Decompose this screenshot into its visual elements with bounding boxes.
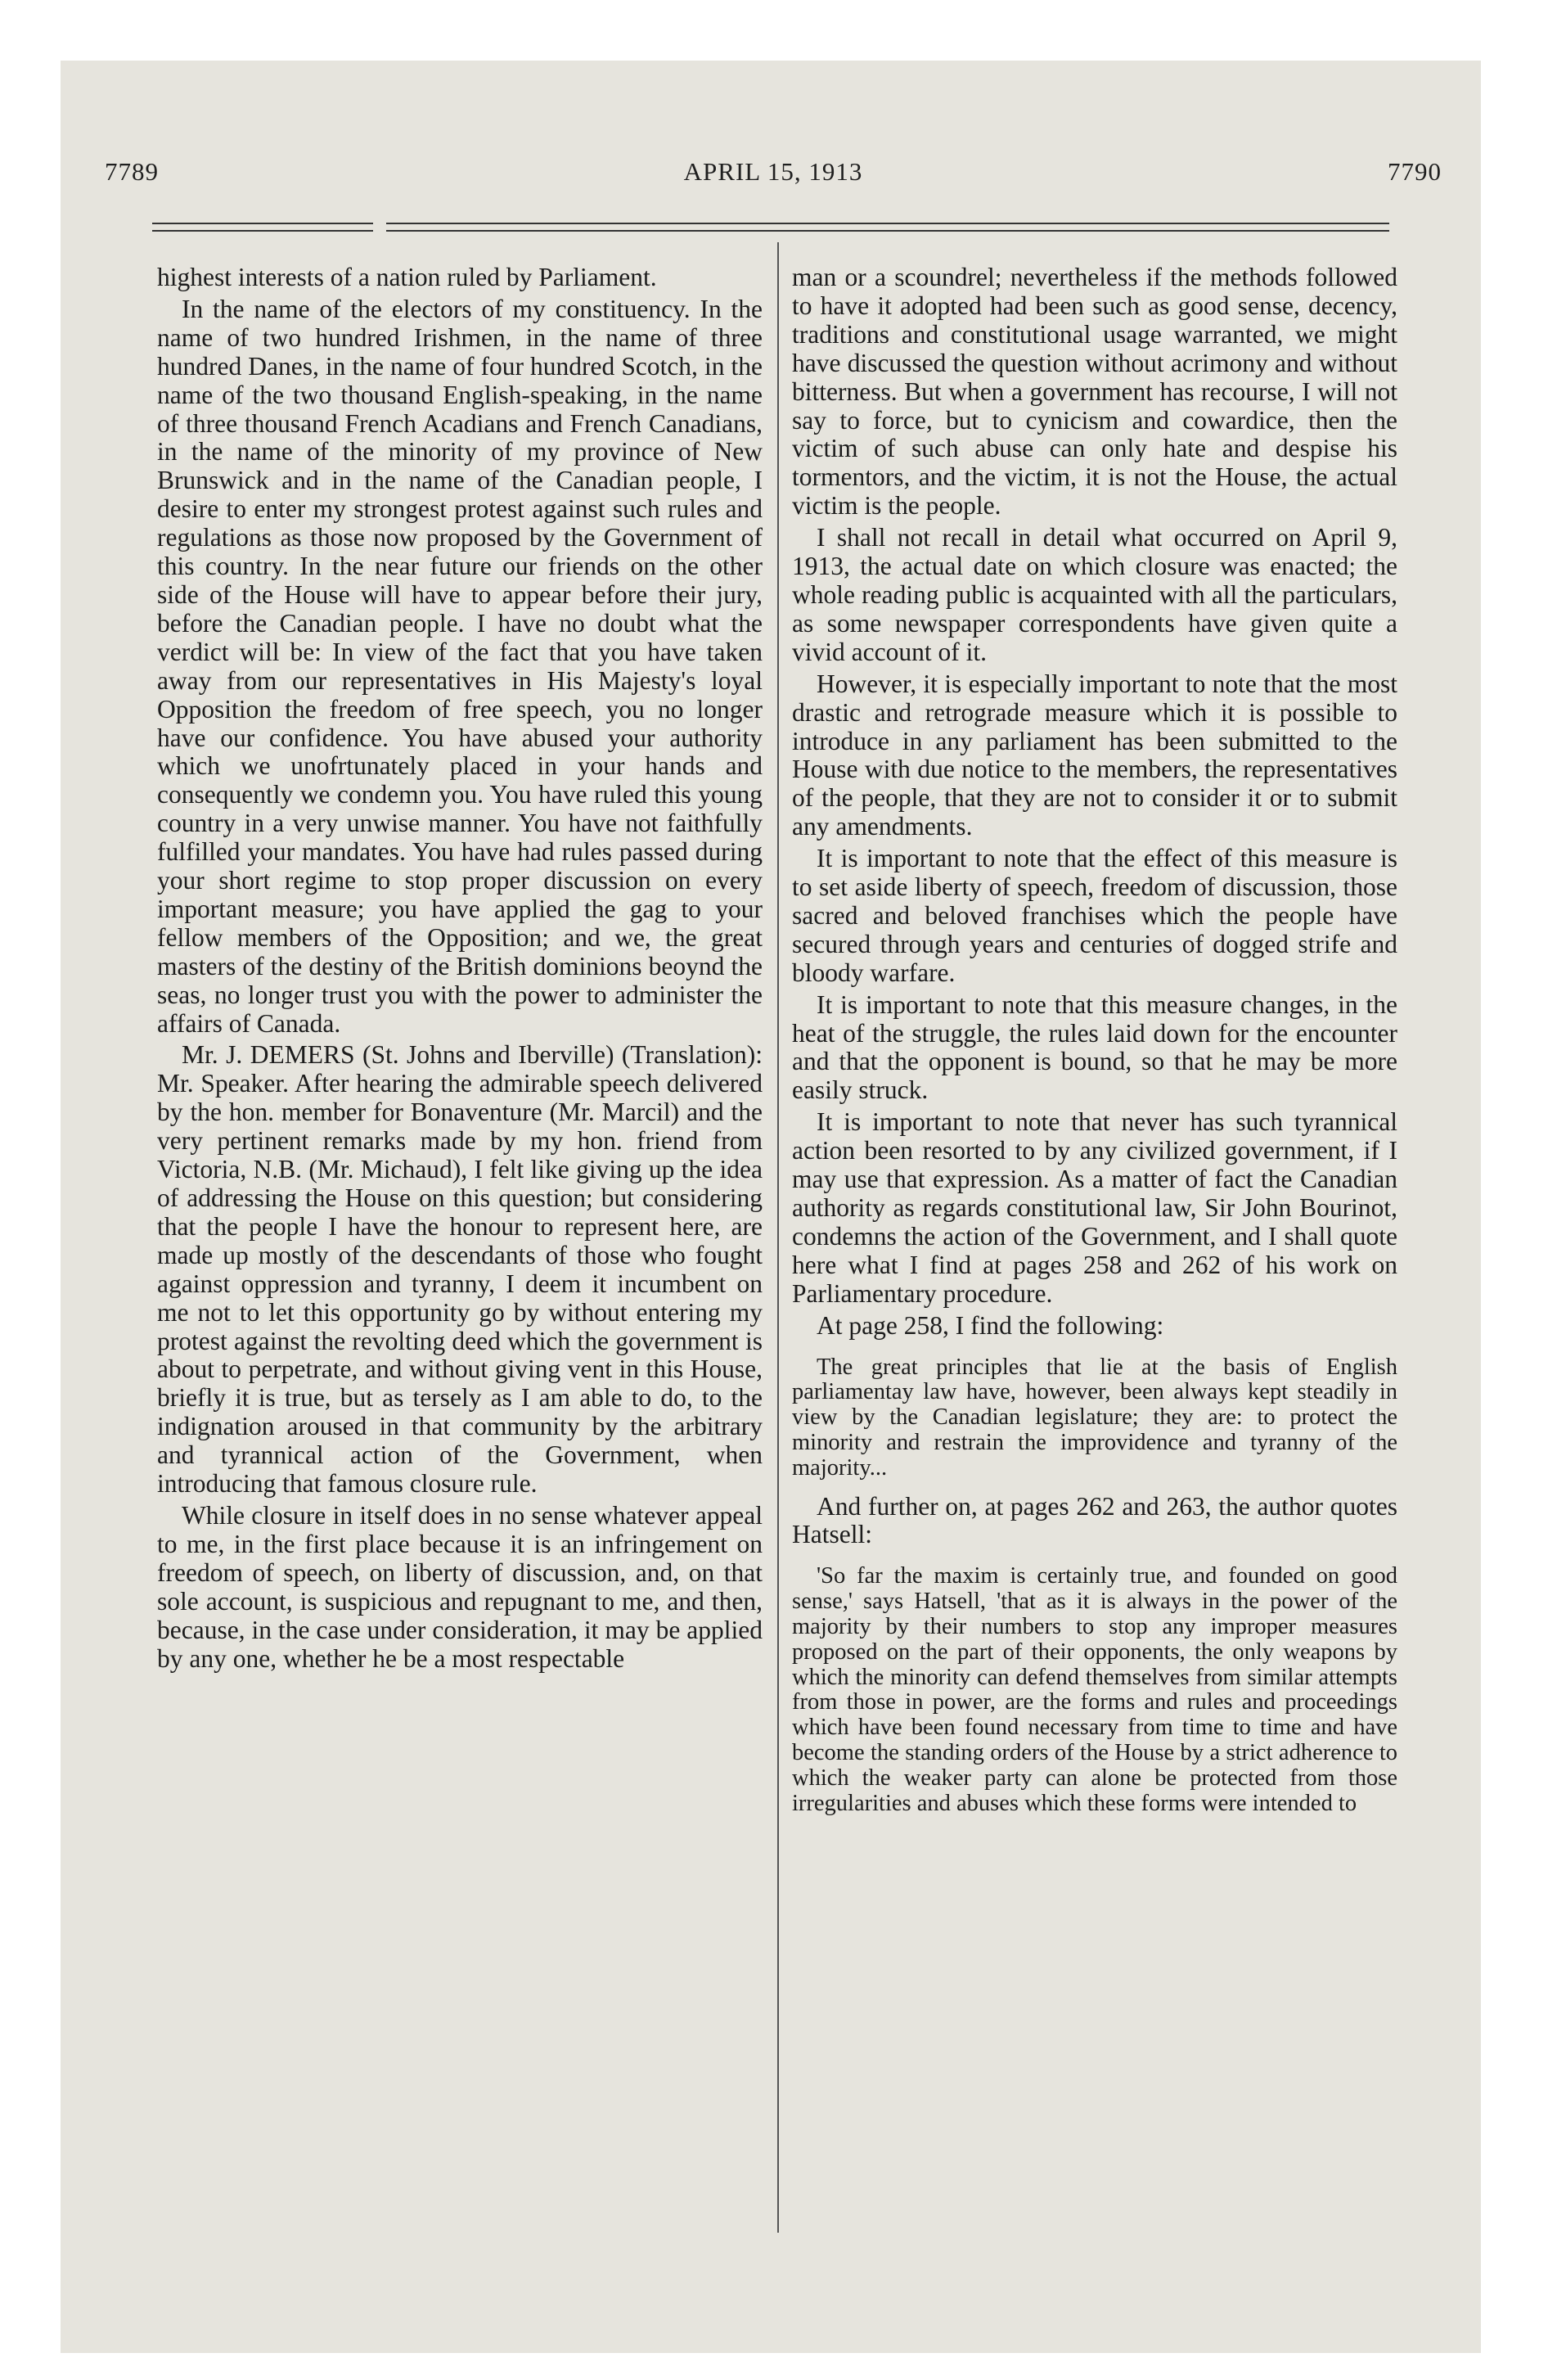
paragraph: In the name of the electors of my constituency. In the name of two hundred Irishmen, in the name of three hundred Danes, in the name of four hundred Scotch, in the name of the two thousand English-speaking, in the name of three thousand French Acadians and French Canadians, in the name of the minority of my province of New Brunswick and in the name of the Canadian people, I desire to enter my strongest protest against such rules and regulations as those now proposed by the Government of this country. In the near future our friends on the other side of the House will have to appear before their jury, before the Canadian people. I have no doubt what the verdict will be: In view of the fact that you have taken away from our representatives in His Majesty's loyal Opposition the freedom of free speech, you no longer have our confidence. You have abused your authority which we unofrtunately placed in your hands and consequently we condemn you. You have ruled this young country in a very unwise manner. You have not faithfully fulfilled your mandates. You have had rules passed during your short regime to stop proper discussion on every important measure; you have applied the gag to your fellow members of the Opposition; and we, the great masters of the destiny of the British dominions beoynd the seas, no longer trust you with the power to administer the affairs of Canada. <box>157 294 763 1038</box>
block-quote: 'So far the maxim is certainly true, and founded on good sense,' says Hatsell, 'that as it is always in the power of the majority by their numbers to stop any improper measures proposed on the part of their opponents, the only weapons by which the minority can defend themselves from similar attempts from those in power, are the forms and rules and proceedings which have been found necessary from time to time and have become the standing orders of the House by a strict adherence to which the weaker party can alone be protected from those irregularities and abuses which these forms were intended to <box>792 1563 1397 1816</box>
header-rule-right-2 <box>386 230 1389 232</box>
paragraph: However, it is especially important to note that the most drastic and retrograde measure which it is possible to introduce in any parliament has been submitted to the House with due notice to the members, the representatives of the people, that they are not to consider it or to submit any amendments. <box>792 669 1397 841</box>
header-rule-left-2 <box>152 230 373 232</box>
page-number-left: 7789 <box>105 157 159 186</box>
paragraph: I shall not recall in detail what occurred on April 9, 1913, the actual date on which closure was enacted; the whole reading public is acquainted with all the particulars, as some newspaper correspondents have given quite a vivid account of it. <box>792 523 1397 666</box>
paragraph: It is important to note that the effect of this measure is to set aside liberty of speech, freedom of discussion, those sacred and beloved franchises which the people have secured through years and centuries of dogged strife and bloody warfare. <box>792 844 1397 987</box>
paragraph: At page 258, I find the following: <box>817 1310 1164 1340</box>
page-date: APRIL 15, 1913 <box>683 157 863 186</box>
column-divider <box>777 242 779 2233</box>
paragraph: It is important to note that never has such tyrannical action been resorted to by any civilized government, if I may use that expression. As a matter of fact the Canadian authority as regards constitutional law, Sir John Bourinot, condemns the action of the Government, and I shall quote here what I find at pages 258 and 262 of his work on Parliamentary procedure. <box>792 1107 1397 1308</box>
paragraph: It is important to note that this measure changes, in the heat of the struggle, the rules laid down for the encounter and that the opponent is bound, so that he may be more easily struck. <box>792 989 1397 1105</box>
page-header <box>98 157 1448 190</box>
block-quote: The great principles that lie at the basis of English parliamentay law have, however, been always kept steadily in view by the Canadian legislature; they are: to protect the minority and restrain the improvidence and tyranny of the majority... <box>792 1354 1397 1481</box>
page-number-right: 7790 <box>1388 157 1442 186</box>
left-column <box>157 264 763 1673</box>
paragraph: man or a scoundrel; nevertheless if the methods followed to have it adopted had been such as good sense, decency, traditions and constitutional usage warranted, we might have discussed the question without acrimony and without bitterness. But when a government has recourse, I will not say to force, but to cynicism and cowardice, then the victim of such abuse can only hate and despise his tormentors, and the victim, it is not the House, the actual victim is the people. <box>792 263 1397 521</box>
right-column <box>792 264 1397 1828</box>
paragraph: Mr. J. DEMERS (St. Johns and Iberville) (Translation): Mr. Speaker. After hearing the admirable speech delivered by the hon. member for Bonaventure (Mr. Marcil) and the very pertinent remarks made by my hon. friend from Victoria, N.B. (Mr. Michaud), I felt like giving up the idea of addressing the House on this question; but considering that the people I have the honour to represent here, are made up mostly of the descendants of those who fought against oppression and tyranny, I deem it incumbent on me not to let this opportunity go by without entering my protest against the revolting deed which the government is about to perpetrate, and without giving vent in this House, briefly it is true, but as tersely as I am able to do, to the indignation aroused in that community by the arbitrary and tyrannical action of the Government, when introducing that famous closure rule. <box>157 1040 763 1499</box>
header-rule-right-1 <box>386 223 1389 224</box>
paragraph: And further on, at pages 262 and 263, the author quotes Hatsell: <box>792 1491 1397 1549</box>
paragraph: While closure in itself does in no sense whatever appeal to me, in the first place because it is an infringement on freedom of speech, on liberty of discussion, and, on that sole account, is suspicious and repugnant to me, and then, because, in the case under consideration, it may be applied by any one, whether he be a most respectable <box>157 1500 763 1673</box>
paragraph: highest interests of a nation ruled by Parliament. <box>157 263 657 291</box>
header-rule-left-1 <box>152 223 373 224</box>
